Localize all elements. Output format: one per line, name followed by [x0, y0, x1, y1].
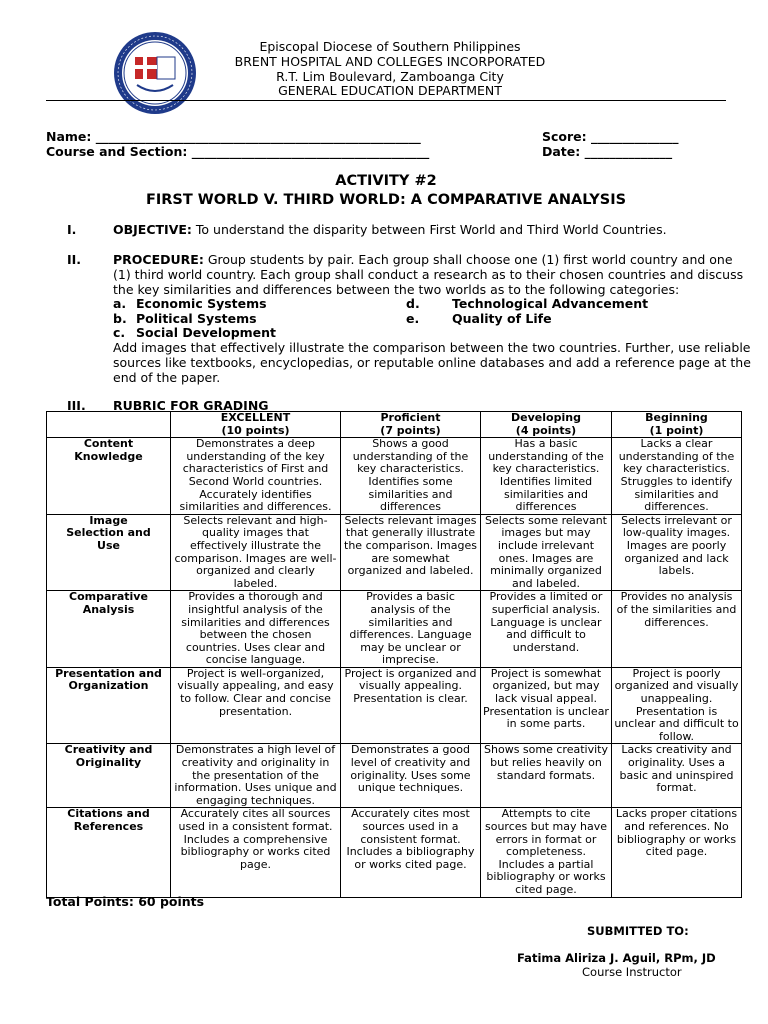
rubric-header-cell: Proficient (7 points): [341, 412, 481, 438]
rubric-cell: Lacks creativity and originality. Uses a basic and uninspired format.: [612, 744, 742, 808]
name-field[interactable]: Name: ____________________________________________________: [46, 129, 421, 144]
rubric-cell: Selects relevant and high-quality images that effectively illustrate the comparison. Images are well-organized and clearly labeled.: [171, 514, 341, 591]
rubric-cell: Lacks proper citations and references. No bibliography or works cited page.: [612, 808, 742, 898]
school-address: R.T. Lim Boulevard, Zamboanga City: [276, 69, 504, 84]
rubric-cell: Accurately cites most sources used in a consistent format. Includes a bibliography or works cited page.: [341, 808, 481, 898]
rubric-cell: Attempts to cite sources but may have errors in format or completeness. Includes a partial bibliography or works cited page.: [481, 808, 612, 898]
rubric-header-cell: Developing (4 points): [481, 412, 612, 438]
rubric-cell: Demonstrates a deep understanding of the key characteristics of First and Second World countries. Accurately identifies similarities and differences.: [171, 438, 341, 515]
rubric-cell: Shows some creativity but relies heavily on standard formats.: [481, 744, 612, 808]
diocese-name: Episcopal Diocese of Southern Philippines: [259, 39, 521, 54]
department-name: GENERAL EDUCATION DEPARTMENT: [278, 83, 502, 98]
course-section-field[interactable]: Course and Section: ______________________________________: [46, 144, 430, 159]
category-item: b. Political Systems: [113, 310, 257, 326]
criterion-cell: Creativity and Originality: [47, 744, 171, 808]
total-points: Total Points: 60 points: [46, 894, 205, 909]
procedure-line: Group students by pair. Each group shall choose one (1) first world country and one: [207, 252, 733, 267]
activity-number: ACTIVITY #2: [335, 173, 437, 189]
category-item: d. Technological Advancement: [406, 296, 649, 311]
objective-label: OBJECTIVE:: [113, 222, 192, 237]
category-list-right: [406, 297, 648, 326]
rubric-corner-cell: [47, 412, 171, 438]
criterion-cell: Presentation and Organization: [47, 667, 171, 744]
submitted-to-label: SUBMITTED TO:: [587, 924, 689, 938]
table-row: [47, 808, 742, 898]
closing-line: Add images that effectively illustrate the comparison between the two countries. Further, use reliable: [113, 340, 751, 355]
objective-paragraph: [113, 222, 728, 237]
procedure-line: the key similarities and differences between the two worlds as to the following categories:: [113, 282, 680, 297]
rubric-cell: Selects relevant images that generally illustrate the comparison. Images are somewhat organized and labeled.: [341, 514, 481, 591]
rubric-number: III.: [67, 398, 86, 413]
score-field[interactable]: Score: ______________: [542, 129, 679, 144]
criterion-cell: Image Selection and Use: [47, 514, 171, 591]
objective-number: I.: [67, 222, 77, 237]
rubric-header-cell: Beginning (1 point): [612, 412, 742, 438]
category-item: e. Quality of Life: [406, 310, 552, 326]
rubric-header-cell: EXCELLENT (10 points): [171, 412, 341, 438]
table-row: [47, 591, 742, 668]
rubric-cell: Selects some relevant images but may include irrelevant ones. Images are minimally organized and labeled.: [481, 514, 612, 591]
rubric-cell: Provides no analysis of the similarities and differences.: [612, 591, 742, 668]
rubric-table: [46, 411, 742, 898]
rubric-cell: Project is well-organized, visually appealing, and easy to follow. Clear and concise presentation.: [171, 667, 341, 744]
criterion-cell: Comparative Analysis: [47, 591, 171, 668]
date-field[interactable]: Date: ______________: [542, 144, 673, 159]
rubric-cell: Provides a basic analysis of the similarities and differences. Language may be unclear or imprecise.: [341, 591, 481, 668]
rubric-cell: Project is poorly organized and visually unappealing. Presentation is unclear and difficult to follow.: [612, 667, 742, 744]
rubric-cell: Demonstrates a good level of creativity and originality. Uses some unique techniques.: [341, 744, 481, 808]
instructor-name: Fatima Aliriza J. Aguil, RPm, JD: [517, 951, 716, 965]
rubric-cell: Demonstrates a high level of creativity and originality in the presentation of the information. Uses unique and engaging techniques.: [171, 744, 341, 808]
activity-title: FIRST WORLD V. THIRD WORLD: A COMPARATIVE ANALYSIS: [145, 192, 627, 208]
category-list-left: [113, 297, 276, 341]
category-item: c. Social Development: [113, 325, 277, 340]
school-name: BRENT HOSPITAL AND COLLEGES INCORPORATED: [234, 54, 546, 69]
rubric-header-row: [47, 412, 742, 438]
criterion-cell: Content Knowledge: [47, 438, 171, 515]
closing-line: sources like textbooks, encyclopedias, or reputable online databases and add a reference page at the: [113, 355, 751, 370]
rubric-cell: Project is organized and visually appealing. Presentation is clear.: [341, 667, 481, 744]
category-item: a. Economic Systems: [113, 296, 267, 311]
criterion-cell: Citations and References: [47, 808, 171, 898]
closing-line: end of the paper.: [113, 370, 221, 385]
table-row: [47, 667, 742, 744]
procedure-label: PROCEDURE:: [113, 252, 204, 267]
rubric-cell: Provides a limited or superficial analysis. Language is unclear and difficult to understand.: [481, 591, 612, 668]
table-row: [47, 438, 742, 515]
rubric-cell: Selects irrelevant or low-quality images. Images are poorly organized and lack labels.: [612, 514, 742, 591]
rubric-cell: Has a basic understanding of the key characteristics. Identifies limited similarities and differences: [481, 438, 612, 515]
header-divider: [46, 100, 726, 101]
rubric-cell: Accurately cites all sources used in a consistent format. Includes a comprehensive bibliography or works cited page.: [171, 808, 341, 898]
table-row: [47, 514, 742, 591]
rubric-heading: RUBRIC FOR GRADING: [113, 398, 269, 413]
rubric-cell: Provides a thorough and insightful analysis of the similarities and differences between the chosen countries. Uses clear and concise language.: [171, 591, 341, 668]
procedure-closing: [113, 340, 751, 385]
rubric-cell: Shows a good understanding of the key characteristics. Identifies some similarities and differences: [341, 438, 481, 515]
rubric-cell: Lacks a clear understanding of the key characteristics. Struggles to identify similarities and differences.: [612, 438, 742, 515]
procedure-paragraph: [113, 252, 744, 297]
rubric-cell: Project is somewhat organized, but may lack visual appeal. Presentation is unclear in some parts.: [481, 667, 612, 744]
instructor-title: Course Instructor: [582, 965, 682, 979]
procedure-number: II.: [67, 252, 82, 267]
objective-text: To understand the disparity between First World and Third World Countries.: [195, 222, 667, 237]
table-row: [47, 744, 742, 808]
procedure-line: (1) third world country. Each group shall conduct a research as to their chosen countries and discuss: [113, 267, 744, 282]
